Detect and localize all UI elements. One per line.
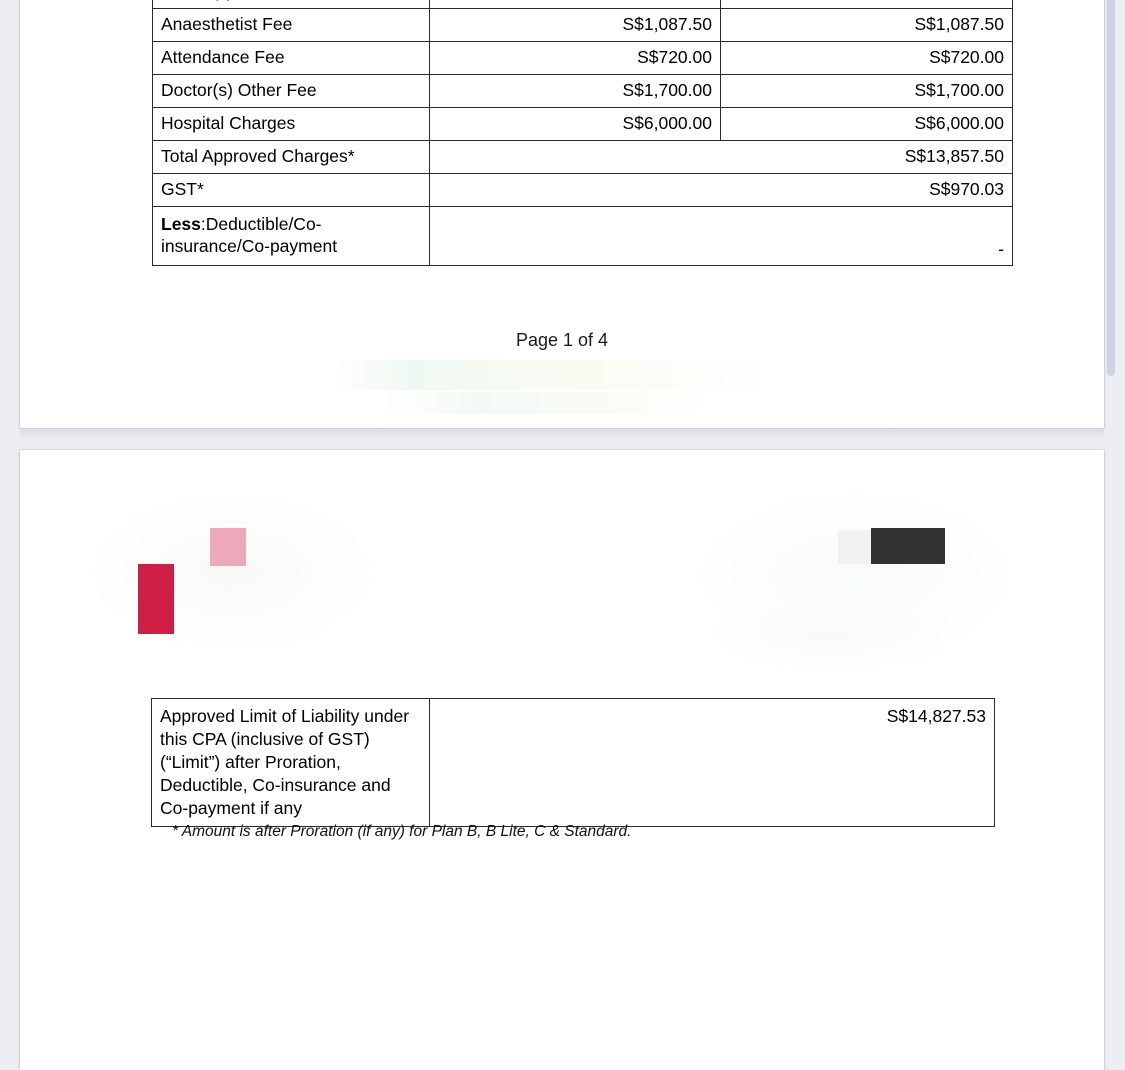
- row-value-merged: S$970.03: [430, 174, 1013, 207]
- table-row: [152, 699, 995, 827]
- vertical-scrollbar-thumb[interactable]: [1107, 0, 1115, 376]
- row-label: Attendance Fee: [153, 42, 430, 75]
- table-row: [153, 108, 1013, 141]
- row-label: Total Approved Charges*: [153, 141, 430, 174]
- scan-artifact: [680, 486, 1030, 666]
- document-page-2: [20, 450, 1104, 1070]
- row-value-column-b: S$1,700.00: [721, 75, 1013, 108]
- row-label-emphasis: Less: [161, 214, 201, 234]
- page-number-label: Page 1 of 4: [515, 330, 609, 350]
- row-value-merged: S$13,857.50: [430, 141, 1013, 174]
- table-row: [153, 9, 1013, 42]
- row-label: [153, 207, 430, 266]
- row-value-merged: -: [430, 207, 1013, 266]
- row-value-column-b: [721, 0, 1013, 9]
- row-label: GST*: [153, 174, 430, 207]
- scan-artifact: [380, 392, 710, 414]
- limit-description: Approved Limit of Liability under this CPA (inclusive of GST) (“Limit”) after Proration, Deductible, Co-insurance and Co-payment if any: [152, 699, 430, 827]
- row-value-column-a: S$1,087.50: [430, 9, 721, 42]
- row-value-column-a: [430, 0, 721, 9]
- vertical-scrollbar-track[interactable]: [1107, 0, 1121, 844]
- page-separator: [20, 430, 1104, 440]
- row-value-column-a: S$6,000.00: [430, 108, 721, 141]
- scan-artifact: [710, 600, 950, 670]
- letterhead: [20, 450, 1104, 700]
- table-row-gst: [153, 174, 1013, 207]
- approved-limit-of-liability-table: [151, 698, 995, 827]
- logo-mark-pink-icon: [210, 528, 246, 566]
- logo-mark-light-grey-icon: [838, 530, 871, 564]
- logo-mark-crimson-icon: [138, 564, 174, 634]
- scan-artifact: [82, 490, 382, 655]
- table-row: [153, 75, 1013, 108]
- row-label: [153, 0, 430, 9]
- table-row: [153, 42, 1013, 75]
- table-row-total-approved-charges: [153, 141, 1013, 174]
- row-label-text: :Deductible/Co-insurance/Co-payment: [161, 214, 338, 257]
- proration-footnote: * Amount is after Proration (if any) for Plan B, B Lite, C & Standard.: [172, 823, 632, 840]
- table-row: [153, 0, 1013, 9]
- approved-charges-table: [152, 0, 1013, 266]
- table-row-less-deductible: [153, 207, 1013, 266]
- row-value-column-a: S$720.00: [430, 42, 721, 75]
- document-page-1: [20, 0, 1104, 428]
- row-value-column-b: S$720.00: [721, 42, 1013, 75]
- limit-amount: S$14,827.53: [430, 699, 995, 827]
- row-value-column-b: S$1,087.50: [721, 9, 1013, 42]
- row-label: Anaesthetist Fee: [153, 9, 430, 42]
- row-label: Doctor(s) Other Fee: [153, 75, 430, 108]
- logo-mark-charcoal-icon: [871, 528, 945, 564]
- row-value-column-a: S$1,700.00: [430, 75, 721, 108]
- row-value-column-b: S$6,000.00: [721, 108, 1013, 141]
- scan-artifact: [330, 360, 790, 390]
- row-label: Hospital Charges: [153, 108, 430, 141]
